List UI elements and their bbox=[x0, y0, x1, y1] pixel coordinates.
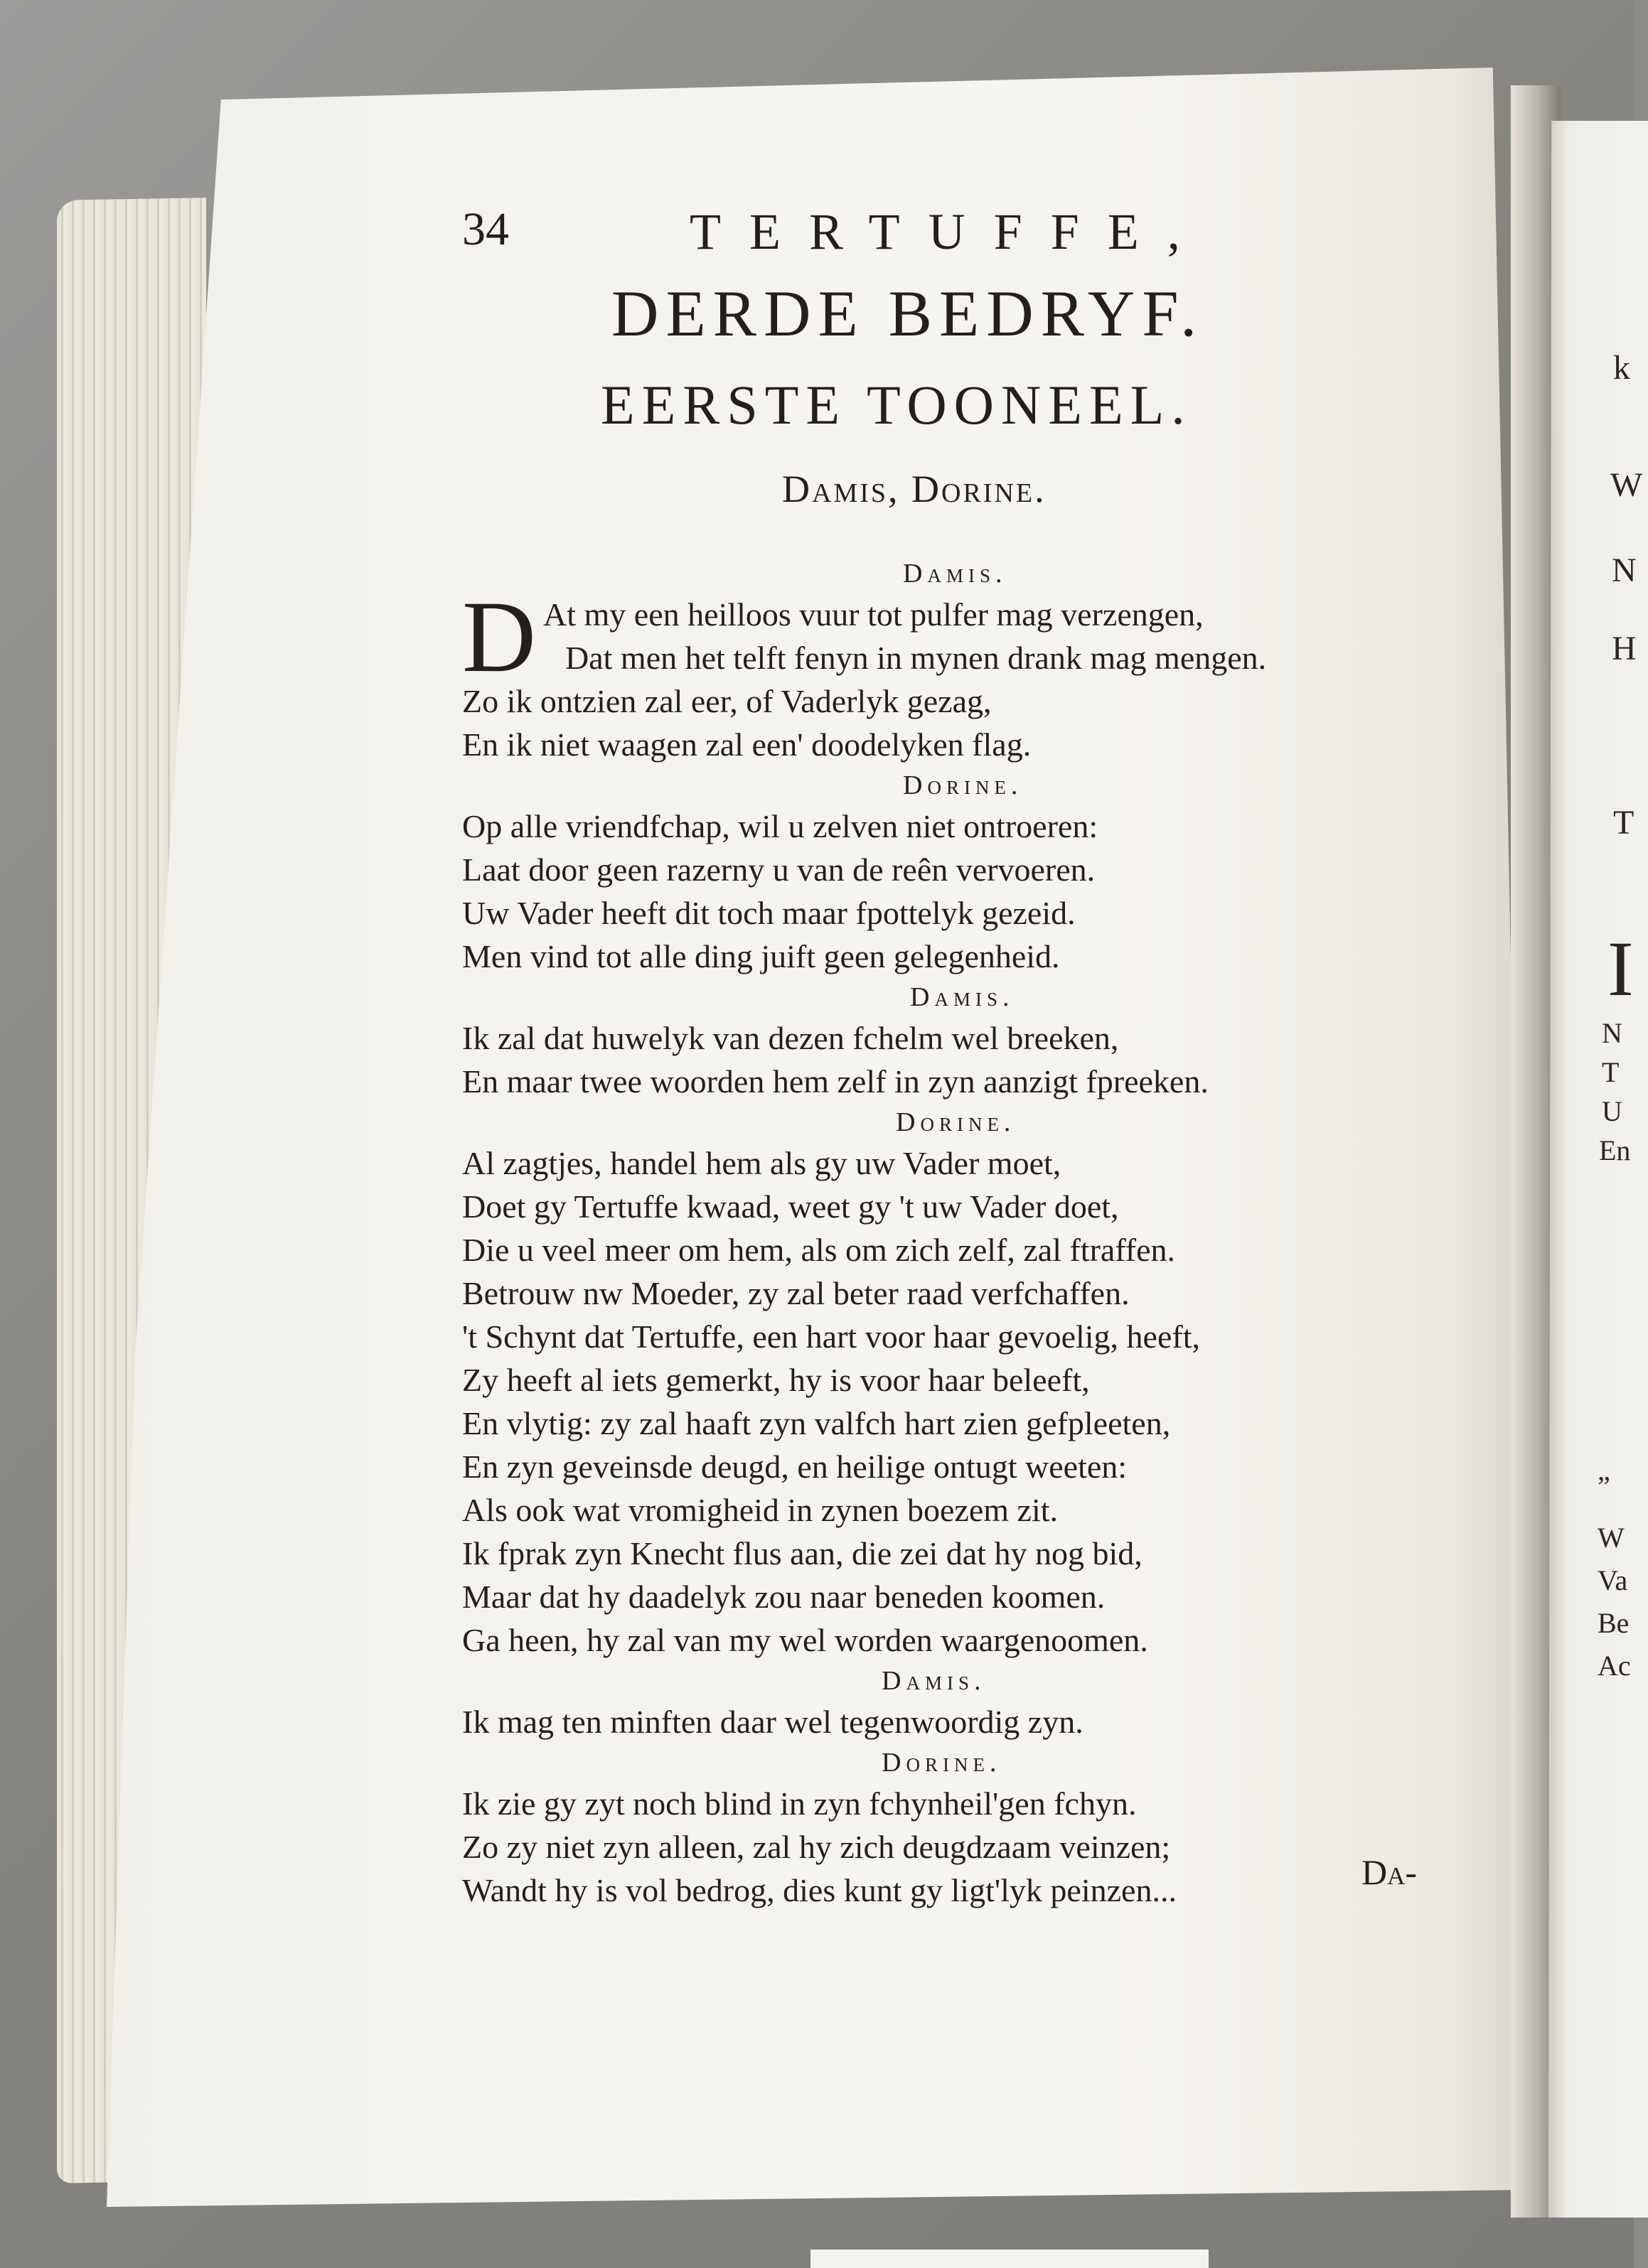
verse-line: Betrouw nw Moeder, zy zal beter raad verfchaffen. bbox=[462, 1275, 1130, 1311]
facing-fragment: k bbox=[1613, 349, 1630, 387]
verse-line: En vlytig: zy zal haaft zyn valfch hart zien gefpleeten, bbox=[462, 1405, 1171, 1441]
facing-fragment: U bbox=[1602, 1095, 1622, 1127]
speaker-name: Damis. bbox=[882, 1666, 986, 1696]
running-title: TERTUFFE, bbox=[690, 203, 1209, 260]
speech bbox=[462, 581, 1493, 766]
verse-line: En zyn geveinsde deugd, en heilige ontugt weeten: bbox=[462, 1449, 1128, 1485]
verse-line: Op alle vriendfchap, wil u zelven niet ontroeren: bbox=[462, 808, 1098, 844]
speaker-name: Damis. bbox=[903, 559, 1007, 589]
speaker-name: Dorine. bbox=[896, 1107, 1016, 1137]
verse-line: Doet gy Tertuffe kwaad, weet gy 't uw Vader doet, bbox=[462, 1188, 1119, 1225]
page-header bbox=[462, 203, 1557, 274]
verse-line: Als ook wat vromigheid in zynen boezem zit. bbox=[462, 1492, 1059, 1528]
verse-line: Zy heeft al iets gemerkt, hy is voor haar beleeft, bbox=[462, 1362, 1090, 1398]
verse-line: En maar twee woorden hem zelf in zyn aanzigt fpreeken. bbox=[462, 1063, 1209, 1100]
drop-cap: D bbox=[462, 581, 536, 694]
verse-line: Ik zal dat huwelyk van dezen fchelm wel breeken, bbox=[462, 1020, 1119, 1056]
verse-line: Die u veel meer om hem, als om zich zelf, zal ftraffen. bbox=[462, 1232, 1176, 1268]
verse-line: Ik fprak zyn Knecht flus aan, die zei dat hy nog bid, bbox=[462, 1535, 1143, 1571]
facing-fragment: N bbox=[1602, 1017, 1622, 1049]
verse-line: Zo ik ontzien zal eer, of Vaderlyk gezag, bbox=[462, 683, 992, 719]
verse-line: Ik zie gy zyt noch blind in zyn fchynheil'gen fchyn. bbox=[462, 1785, 1137, 1822]
speaker-name: Dorine. bbox=[903, 770, 1023, 800]
verse-line: Ga heen, hy zal van my wel worden waargenoomen. bbox=[462, 1622, 1148, 1658]
scene-title: EERSTE TOONEEL. bbox=[601, 374, 1192, 436]
facing-fragment: Be bbox=[1598, 1607, 1630, 1639]
verse-line: Laat door geen razerny u van de reên vervoeren. bbox=[462, 851, 1096, 888]
verse-line: Dat men het telft fenyn in mynen drank mag mengen. bbox=[565, 640, 1267, 676]
verse-line: Uw Vader heeft dit toch maar fpottelyk gezeid. bbox=[462, 895, 1076, 931]
verse-line: Wandt hy is vol bedrog, dies kunt gy ligt'lyk peinzen... bbox=[462, 1872, 1177, 1908]
verse-line: 't Schynt dat Tertuffe, een hart voor haar gevoelig, heeft, bbox=[462, 1318, 1200, 1355]
verse-line: Maar dat hy daadelyk zou naar beneden koomen. bbox=[462, 1579, 1106, 1615]
play-text bbox=[462, 554, 1493, 1912]
facing-fragment: H bbox=[1612, 630, 1637, 667]
verse-line: At my een heilloos vuur tot pulfer mag verzengen, bbox=[543, 596, 1204, 633]
facing-fragment: T bbox=[1602, 1056, 1620, 1088]
catchword: Da- bbox=[1361, 1852, 1418, 1892]
page-number: 34 bbox=[462, 203, 509, 255]
facing-page bbox=[1548, 121, 1648, 2218]
speaker-name: Dorine. bbox=[882, 1748, 1002, 1778]
verse-line: Zo zy niet zyn alleen, zal hy zich deugdzaam veinzen; bbox=[462, 1829, 1171, 1865]
verse-line: Men vind tot alle ding juift geen gelegenheid. bbox=[462, 938, 1060, 974]
facing-fragment: Va bbox=[1598, 1564, 1628, 1596]
facing-fragment: I bbox=[1607, 925, 1634, 1012]
facing-fragment: W bbox=[1598, 1522, 1625, 1554]
act-title: DERDE BEDRYF. bbox=[611, 277, 1204, 350]
verse-line: En ik niet waagen zal een' doodelyken flag. bbox=[462, 726, 1032, 763]
redacted-strip bbox=[810, 2250, 1209, 2268]
facing-fragment: N bbox=[1612, 552, 1637, 589]
facing-fragment: Ac bbox=[1598, 1650, 1631, 1682]
facing-fragment: T bbox=[1613, 804, 1634, 842]
verse-line: Ik mag ten minften daar wel tegenwoordig zyn. bbox=[462, 1704, 1083, 1740]
speaker-name: Damis. bbox=[910, 982, 1015, 1012]
facing-fragment: „ bbox=[1598, 1454, 1610, 1486]
verse-line: Al zagtjes, handel hem als gy uw Vader moet, bbox=[462, 1145, 1061, 1181]
cast-list: Damis, Dorine. bbox=[782, 468, 1047, 510]
facing-fragment: En bbox=[1599, 1134, 1631, 1166]
facing-fragment: W bbox=[1610, 466, 1643, 504]
